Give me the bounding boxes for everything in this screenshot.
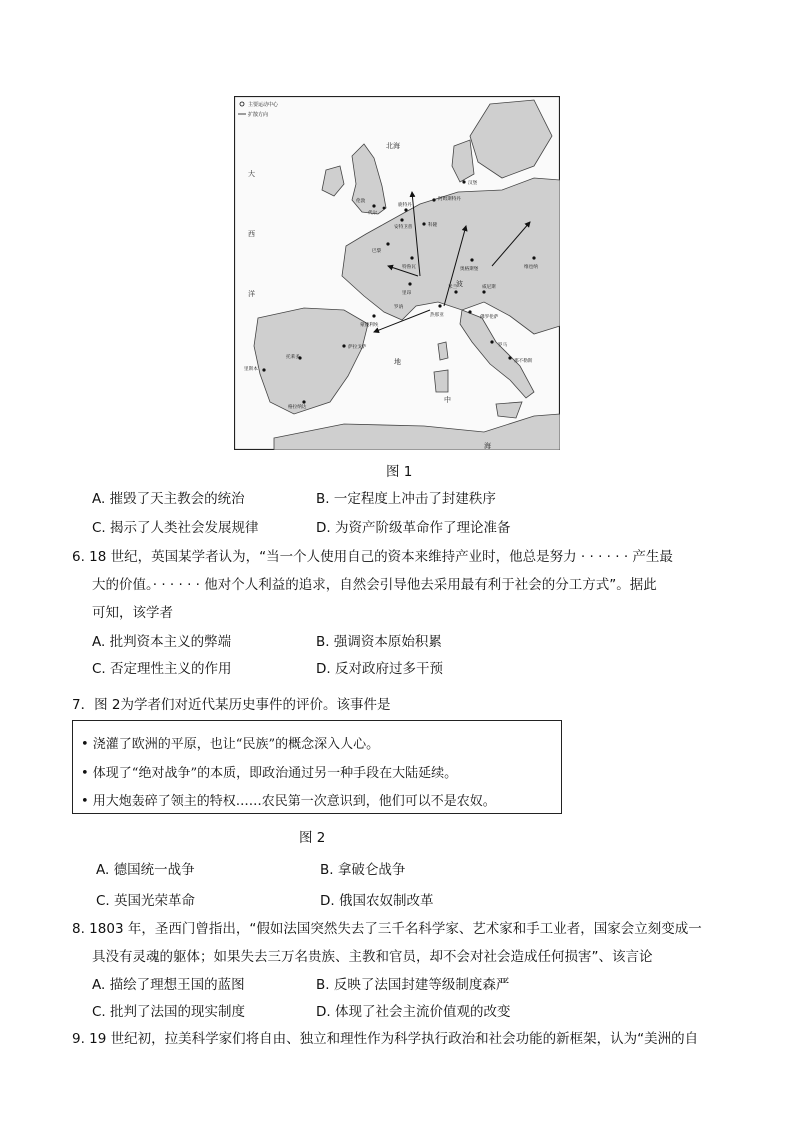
- svg-text:威尼斯: 威尼斯: [482, 285, 496, 290]
- svg-text:科隆: 科隆: [428, 223, 438, 228]
- q7-stem: 7．图 2为学者们对近代某历史事件的评价。该事件是: [72, 697, 391, 713]
- svg-text:中: 中: [444, 396, 451, 404]
- q6-option-b: B. 强调资本原始积累: [316, 634, 442, 650]
- europe-map-figure: [234, 96, 560, 450]
- svg-text:罗马: 罗马: [498, 343, 508, 348]
- svg-text:蒙彼利埃: 蒙彼利埃: [360, 323, 379, 328]
- q8-stem-line2: 具没有灵魂的躯体；如果失去三万名贵族、主教和官员，却不会对社会造成任何损害”、该言论: [92, 949, 653, 965]
- svg-text:奥格斯堡: 奥格斯堡: [460, 267, 479, 272]
- q8-option-d: D. 体现了社会主流价值观的改变: [316, 1004, 511, 1020]
- svg-text:热那亚: 热那亚: [430, 313, 444, 318]
- q6-stem-line1: 6. 18 世纪，英国某学者认为，“当一个人使用自己的资本来维持产业时，他总是努力 · · · · · · 产生最: [72, 549, 673, 565]
- svg-text:阿姆斯特丹: 阿姆斯特丹: [438, 197, 461, 202]
- svg-text:代尔: 代尔: [368, 211, 378, 216]
- svg-text:大: 大: [248, 170, 255, 178]
- q6-option-c: C. 否定理性主义的作用: [92, 661, 232, 677]
- q5-option-c: C. 揭示了人类社会发展规律: [92, 520, 259, 536]
- svg-text:特鲁瓦: 特鲁瓦: [402, 265, 416, 270]
- svg-text:汉堡: 汉堡: [468, 181, 478, 186]
- svg-text:维也纳: 维也纳: [524, 265, 538, 270]
- svg-text:西: 西: [248, 230, 255, 238]
- q8-option-a: A. 描绘了理想王国的蓝图: [92, 977, 245, 993]
- figure2-caption: 图 2: [299, 830, 326, 846]
- svg-text:主要运动中心: 主要运动中心: [248, 102, 279, 108]
- svg-text:扩散方向: 扩散方向: [248, 112, 269, 118]
- svg-text:伦敦: 伦敦: [356, 199, 366, 204]
- quote-line-2: • 体现了“绝对战争”的本质，即政治通过另一种手段在大陆延续。: [81, 766, 458, 781]
- svg-text:里昂: 里昂: [402, 291, 412, 296]
- svg-text:地: 地: [394, 358, 401, 366]
- svg-text:罗讷: 罗讷: [394, 305, 404, 310]
- q8-option-b: B. 反映了法国封建等级制度森严: [316, 977, 510, 993]
- q6-option-d: D. 反对政府过多干预: [316, 661, 443, 677]
- quote-line-3: • 用大炮轰碎了领主的特权……农民第一次意识到，他们可以不是农奴。: [81, 794, 496, 809]
- q7-option-c: C. 英国光荣革命: [96, 893, 196, 909]
- svg-text:波: 波: [456, 280, 463, 288]
- svg-text:米兰: 米兰: [448, 285, 458, 290]
- svg-text:那不勒斯: 那不勒斯: [514, 359, 533, 364]
- figure2-quote-box: [72, 720, 562, 814]
- q8-stem-line1: 8. 1803 年，圣西门曾指出，“假如法国突然失去了三千名科学家、艺术家和手工业者，国家会立刻变成一: [72, 921, 702, 937]
- svg-text:北海: 北海: [386, 142, 400, 150]
- q9-stem-line1: 9. 19 世纪初，拉美科学家们将自由、独立和理性作为科学执行政治和社会功能的新框架，认为“美洲的自: [72, 1031, 699, 1047]
- q8-option-c: C. 批判了法国的现实制度: [92, 1004, 246, 1020]
- svg-text:鹿特丹: 鹿特丹: [398, 203, 412, 208]
- svg-text:巴黎: 巴黎: [372, 249, 382, 254]
- svg-text:安特卫普: 安特卫普: [394, 225, 413, 230]
- svg-text:佛罗伦萨: 佛罗伦萨: [480, 315, 499, 320]
- q7-option-a: A. 德国统一战争: [96, 862, 195, 878]
- q7-option-d: D. 俄国农奴制改革: [320, 893, 434, 909]
- svg-text:格拉纳达: 格拉纳达: [288, 405, 307, 410]
- svg-text:托莱多: 托莱多: [286, 355, 300, 360]
- svg-text:洋: 洋: [248, 290, 255, 298]
- svg-text:海: 海: [484, 442, 491, 450]
- q6-option-a: A. 批判资本主义的弊端: [92, 634, 232, 650]
- figure1-caption: 图 1: [386, 464, 413, 480]
- q5-option-a: A. 摧毁了天主教会的统治: [92, 491, 245, 507]
- svg-text:里斯本: 里斯本: [244, 367, 258, 372]
- svg-text:萨拉戈萨: 萨拉戈萨: [348, 345, 367, 350]
- q6-stem-line3: 可知，该学者: [92, 605, 173, 621]
- q5-option-d: D. 为资产阶级革命作了理论准备: [316, 520, 511, 536]
- q6-stem-line2: 大的价值。· · · · · · 他对个人利益的追求，自然会引导他去采用最有利于社会的分工方式”。据此: [92, 577, 657, 593]
- q7-option-b: B. 拿破仑战争: [320, 862, 406, 878]
- q5-option-b: B. 一定程度上冲击了封建秩序: [316, 491, 496, 507]
- quote-line-1: • 浇灌了欧洲的平原，也让“民族”的概念深入人心。: [81, 737, 380, 752]
